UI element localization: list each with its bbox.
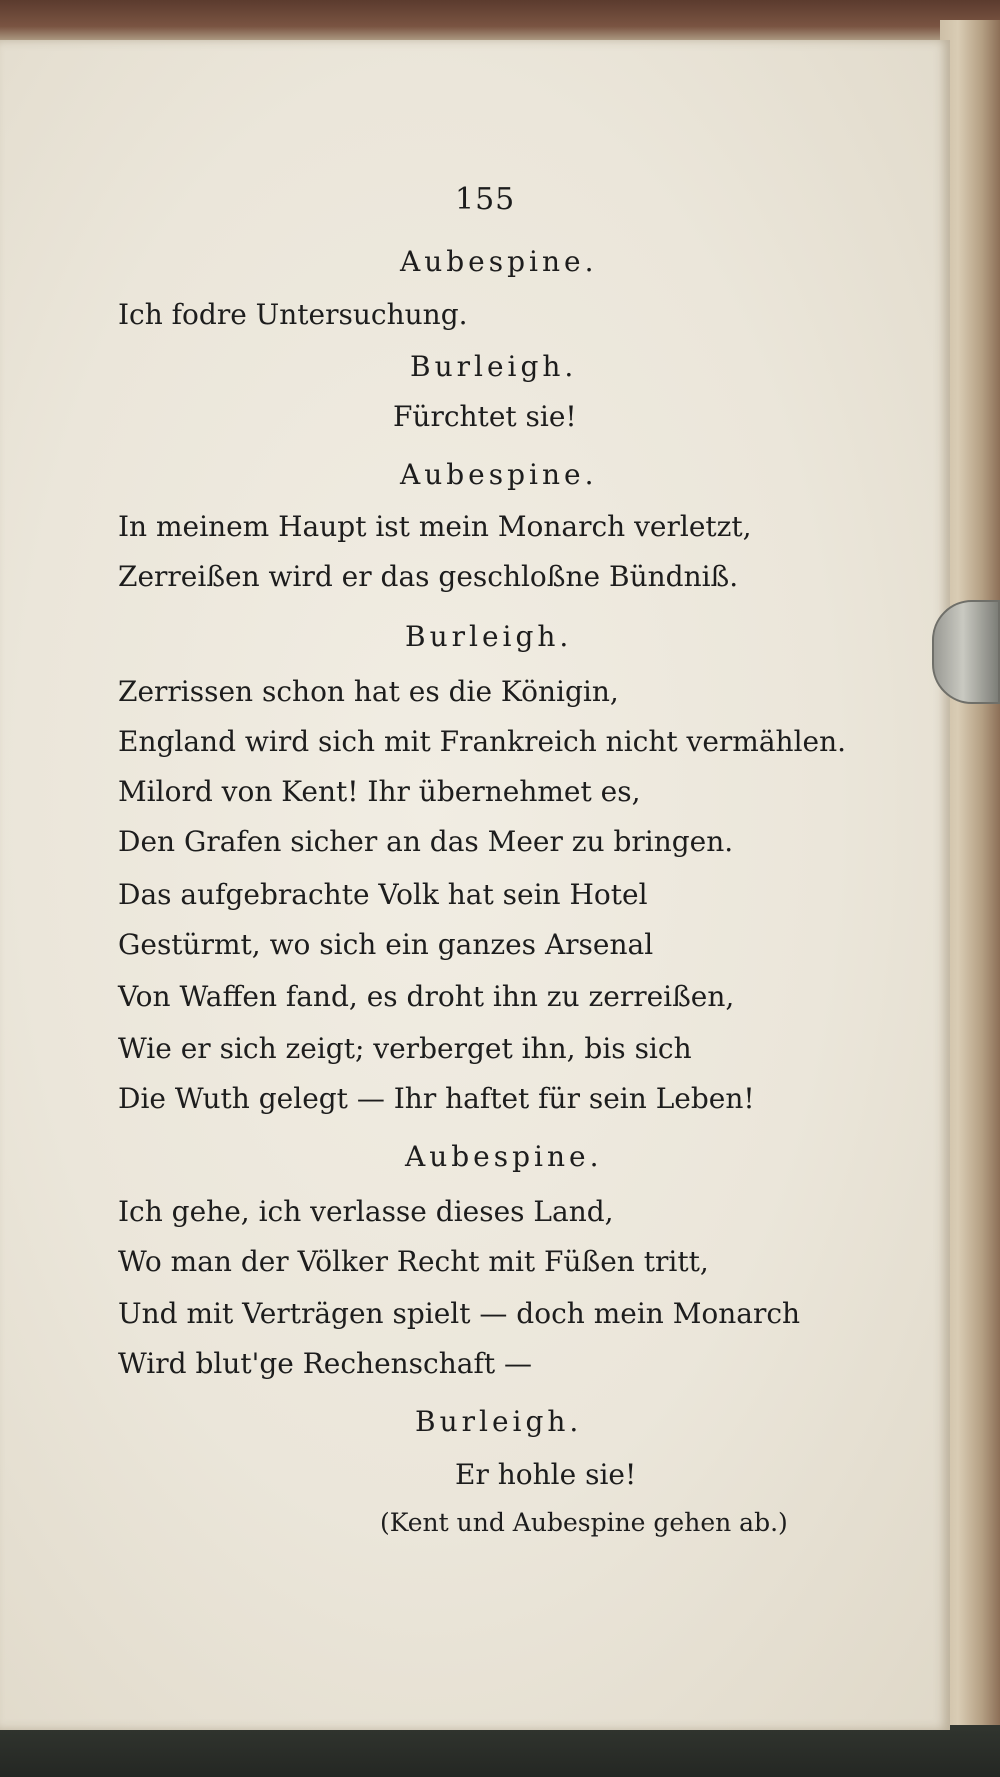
page-number: 155 <box>455 182 516 217</box>
speaker-name: Aubespine. <box>400 245 598 278</box>
verse-line: England wird sich mit Frankreich nicht vermählen. <box>118 725 847 758</box>
verse-line: Und mit Verträgen spielt — doch mein Monarch <box>118 1297 801 1330</box>
verse-line: Ich fodre Untersuchung. <box>118 298 468 331</box>
speaker-name: Burleigh. <box>405 620 573 653</box>
book-top-edge <box>0 0 1000 44</box>
verse-line: Wie er sich zeigt; verberget ihn, bis sich <box>118 1032 692 1065</box>
book-bottom-edge <box>0 1725 1000 1777</box>
verse-line: Gestürmt, wo sich ein ganzes Arsenal <box>118 928 654 961</box>
speaker-name: Burleigh. <box>410 350 578 383</box>
verse-line: Die Wuth gelegt — Ihr haftet für sein Leben! <box>118 1082 755 1115</box>
verse-line: Er hohle sie! <box>455 1458 637 1491</box>
bookmark-tab[interactable] <box>932 600 1000 704</box>
verse-line: Von Waffen fand, es droht ihn zu zerreißen, <box>118 980 735 1013</box>
book-page <box>0 40 950 1730</box>
verse-line: Zerrissen schon hat es die Königin, <box>118 675 619 708</box>
verse-line: Das aufgebrachte Volk hat sein Hotel <box>118 878 648 911</box>
verse-line: Ich gehe, ich verlasse dieses Land, <box>118 1195 614 1228</box>
speaker-name: Aubespine. <box>405 1140 603 1173</box>
verse-line: Zerreißen wird er das geschloßne Bündniß. <box>118 560 739 593</box>
speaker-name: Burleigh. <box>415 1405 583 1438</box>
verse-line: Milord von Kent! Ihr übernehmet es, <box>118 775 641 808</box>
verse-line: Den Grafen sicher an das Meer zu bringen. <box>118 825 734 858</box>
verse-line: Wo man der Völker Recht mit Füßen tritt, <box>118 1245 709 1278</box>
verse-line: In meinem Haupt ist mein Monarch verletzt, <box>118 510 752 543</box>
stage-direction: (Kent und Aubespine gehen ab.) <box>380 1508 788 1537</box>
verse-line: Fürchtet sie! <box>393 400 577 433</box>
speaker-name: Aubespine. <box>400 458 598 491</box>
verse-line: Wird blut'ge Rechenschaft — <box>118 1347 532 1380</box>
